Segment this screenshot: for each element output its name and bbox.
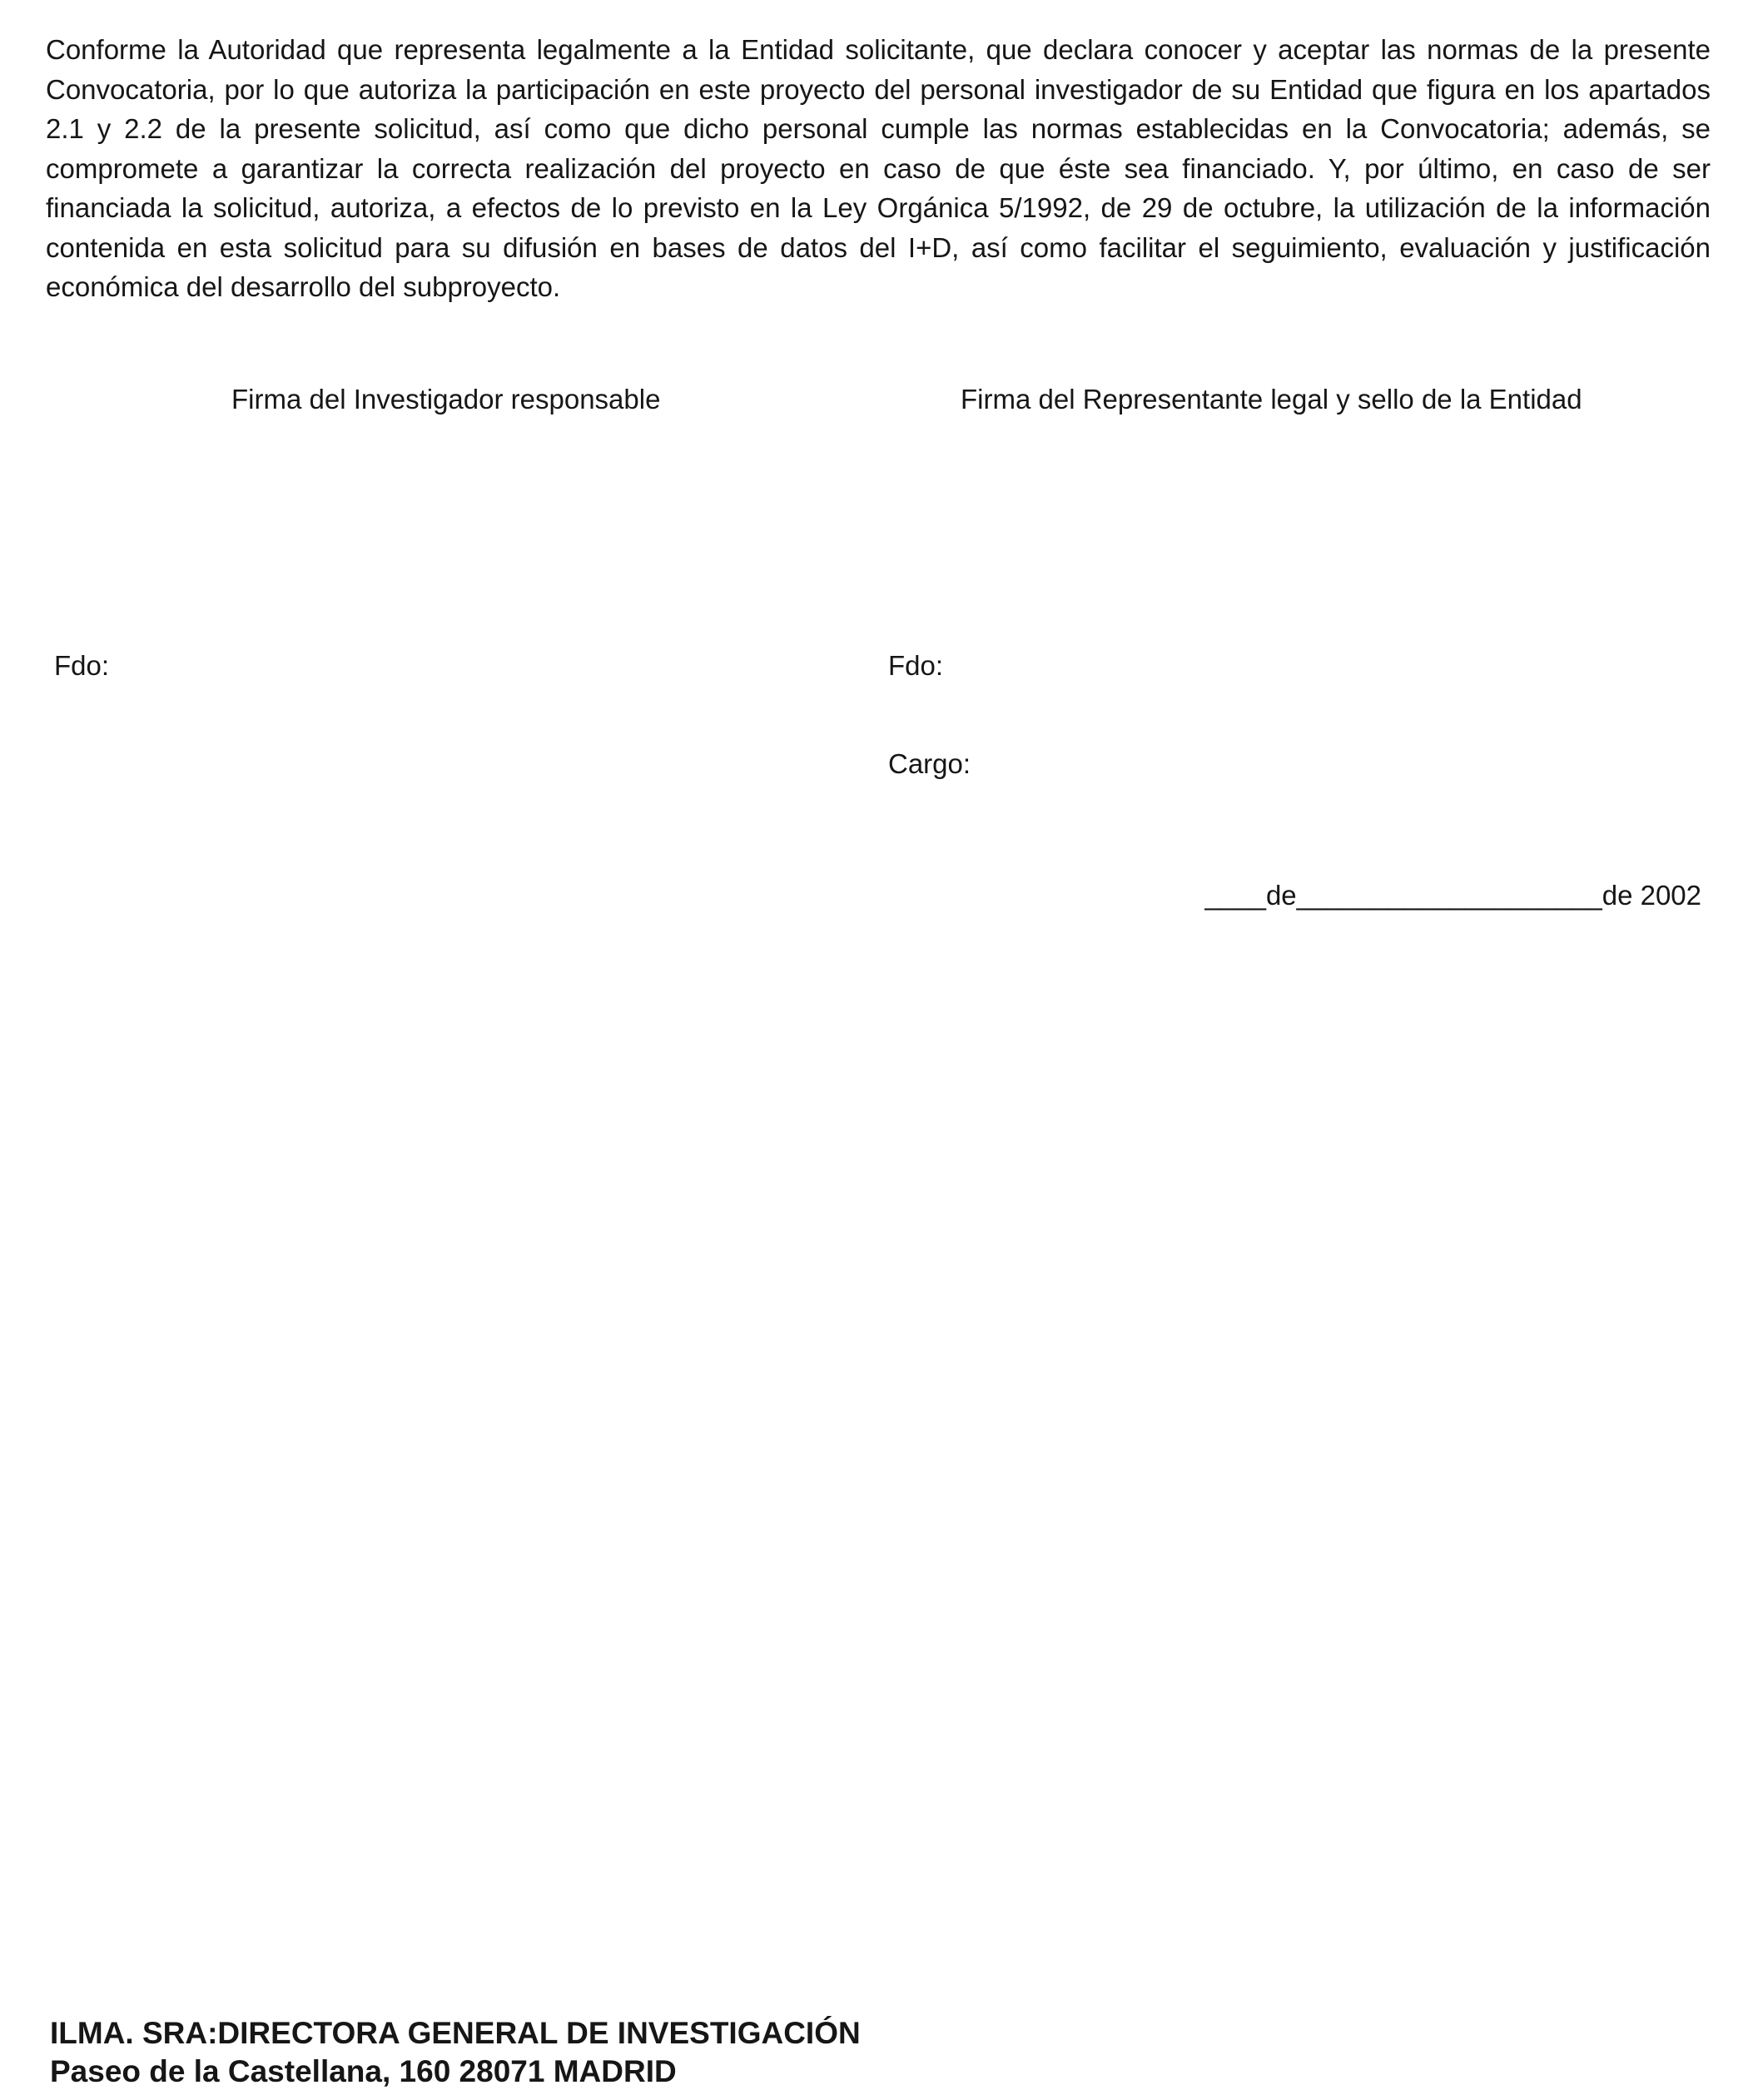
addressee-title: ILMA. SRA:DIRECTORA GENERAL DE INVESTIGACIÓN (50, 2016, 861, 2050)
representative-signature-heading: Firma del Representante legal y sello de la Entidad (961, 384, 1582, 415)
addressee-block (50, 2014, 861, 2091)
date-line: ____de____________________de 2002 (1204, 880, 1701, 911)
addressee-address: Paseo de la Castellana, 160 28071 MADRID (50, 2054, 677, 2088)
investigator-signature-heading: Firma del Investigador responsable (231, 384, 661, 415)
investigator-fdo-label: Fdo: (54, 650, 110, 681)
representative-cargo-label: Cargo: (888, 748, 971, 779)
declaration-paragraph: Conforme la Autoridad que representa legalmente a la Entidad solicitante, que declara conocer y aceptar las normas de la presente Convocatoria, por lo que autoriza la participación en este proyecto del personal investigador de su Entidad que figura en los apartados 2.1 y 2.2 de la presente solicitud, así como que dicho personal cumple las normas establecidas en la Convocatoria; además, se compromete a garantizar la correcta realización del proyecto en caso de que éste sea financiado. Y, por último, en caso de ser financiada la solicitud, autoriza, a efectos de lo previsto en la Ley Orgánica 5/1992, de 29 de octubre, la utilización de la información contenida en esta solicitud para su difusión en bases de datos del I+D, así como facilitar el seguimiento, evaluación y justificación económica del desarrollo del subproyecto. (46, 34, 1711, 302)
representative-fdo-label: Fdo: (888, 650, 944, 681)
